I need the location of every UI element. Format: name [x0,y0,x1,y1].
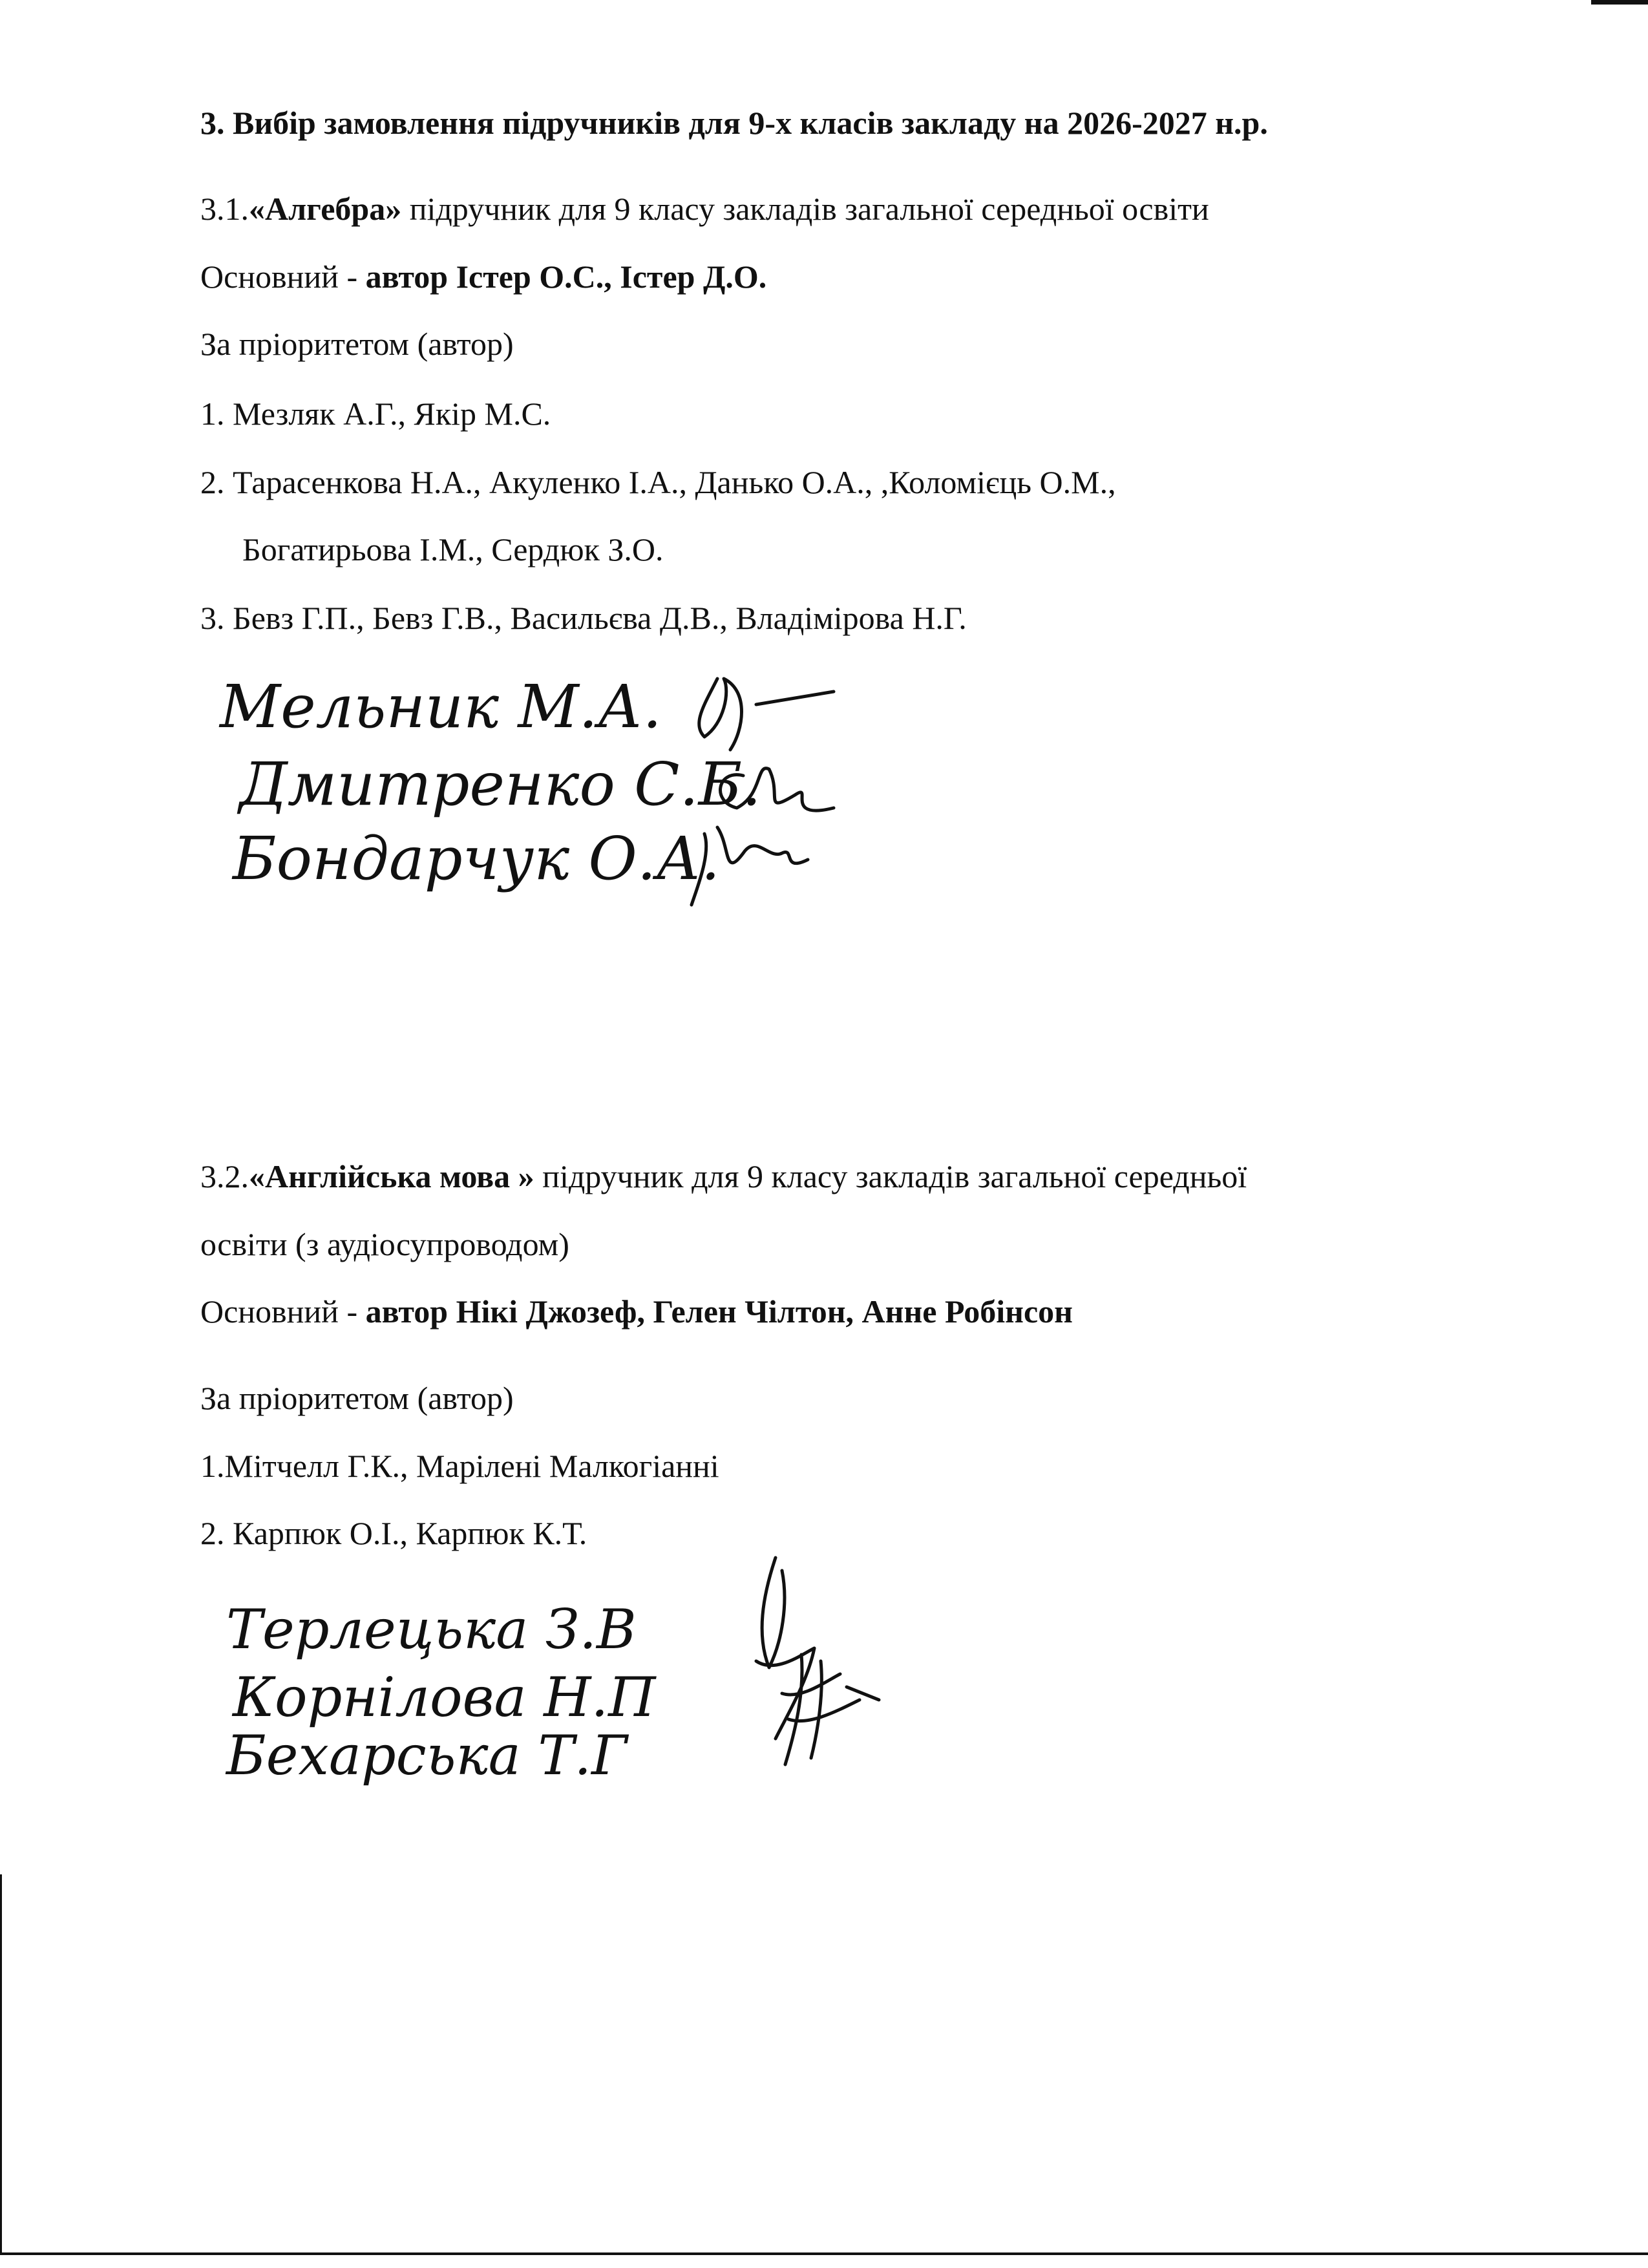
algebra-description: підручник для 9 класу закладів загальної середньої освіти [401,191,1209,227]
algebra-main-label: Основний - [200,259,366,295]
algebra-signatures-block [213,666,892,937]
signature-name-handwritten: Мельник М.А. [220,672,662,741]
algebra-priority-item: 2. Тарасенкова Н.А., Акуленко І.А., Данько О.А., ,Коломієць О.М., [200,464,1116,500]
algebra-number: 3.1. [200,191,249,227]
scan-edge-line-bottom [0,2252,1648,2255]
algebra-heading [200,189,1209,228]
english-signatures-block [220,1545,898,1790]
algebra-priority-item-continued: Богатирьова І.М., Сердюк З.О. [242,531,664,567]
english-subject: «Англійська мова » [249,1158,534,1194]
english-main-author-prefix: автор [365,1293,456,1330]
signature-scribble [756,1558,879,1765]
signature-scribble [699,679,834,750]
english-main-authors: Нікі Джозеф, Гелен Чілтон, Анне Робінсон [456,1293,1073,1330]
english-priority-item: 2. Карпюк О.І., Карпюк К.Т. [200,1515,587,1551]
english-main-label: Основний - [200,1293,366,1330]
signature-name-handwritten: Терлецька З.В [226,1598,637,1661]
english-main-author [200,1292,1073,1331]
algebra-main-authors: Істер О.С., Істер Д.О. [456,259,767,295]
algebra-subject: «Алгебра» [249,191,402,227]
english-heading [200,1157,1247,1196]
scan-edge-line-left [0,1874,2,2252]
algebra-main-author [200,257,766,296]
english-number: 3.2. [200,1158,249,1194]
signature-name-handwritten: Дмитренко С.Б. [239,750,761,819]
algebra-main-author-prefix: автор [365,259,456,295]
signature-name-handwritten: Корнілова Н.П [233,1666,656,1729]
signature-name-handwritten: Бехарська Т.Г [226,1724,628,1787]
section-title: 3. Вибір замовлення підручників для 9-х класів закладу на 2026-2027 н.р. [200,105,1268,141]
algebra-priority-item: 1. Мезляк А.Г., Якір М.С. [200,396,551,432]
scan-edge-mark-top [1591,0,1648,5]
english-priority-item: 1.Мітчелл Г.К., Марілені Малкогіанні [200,1448,719,1484]
algebra-priority-item: 3. Бевз Г.П., Бевз Г.В., Васильєва Д.В., Владімірова Н.Г. [200,600,967,636]
english-priority-label: За пріоритетом (автор) [200,1380,514,1416]
english-description-continued: освіти (з аудіосупроводом) [200,1226,569,1262]
english-description: підручник для 9 класу закладів загальної середньої [534,1158,1247,1194]
algebra-priority-label: За пріоритетом (автор) [200,326,514,362]
signature-name-handwritten: Бондарчук О.А. [233,824,721,893]
